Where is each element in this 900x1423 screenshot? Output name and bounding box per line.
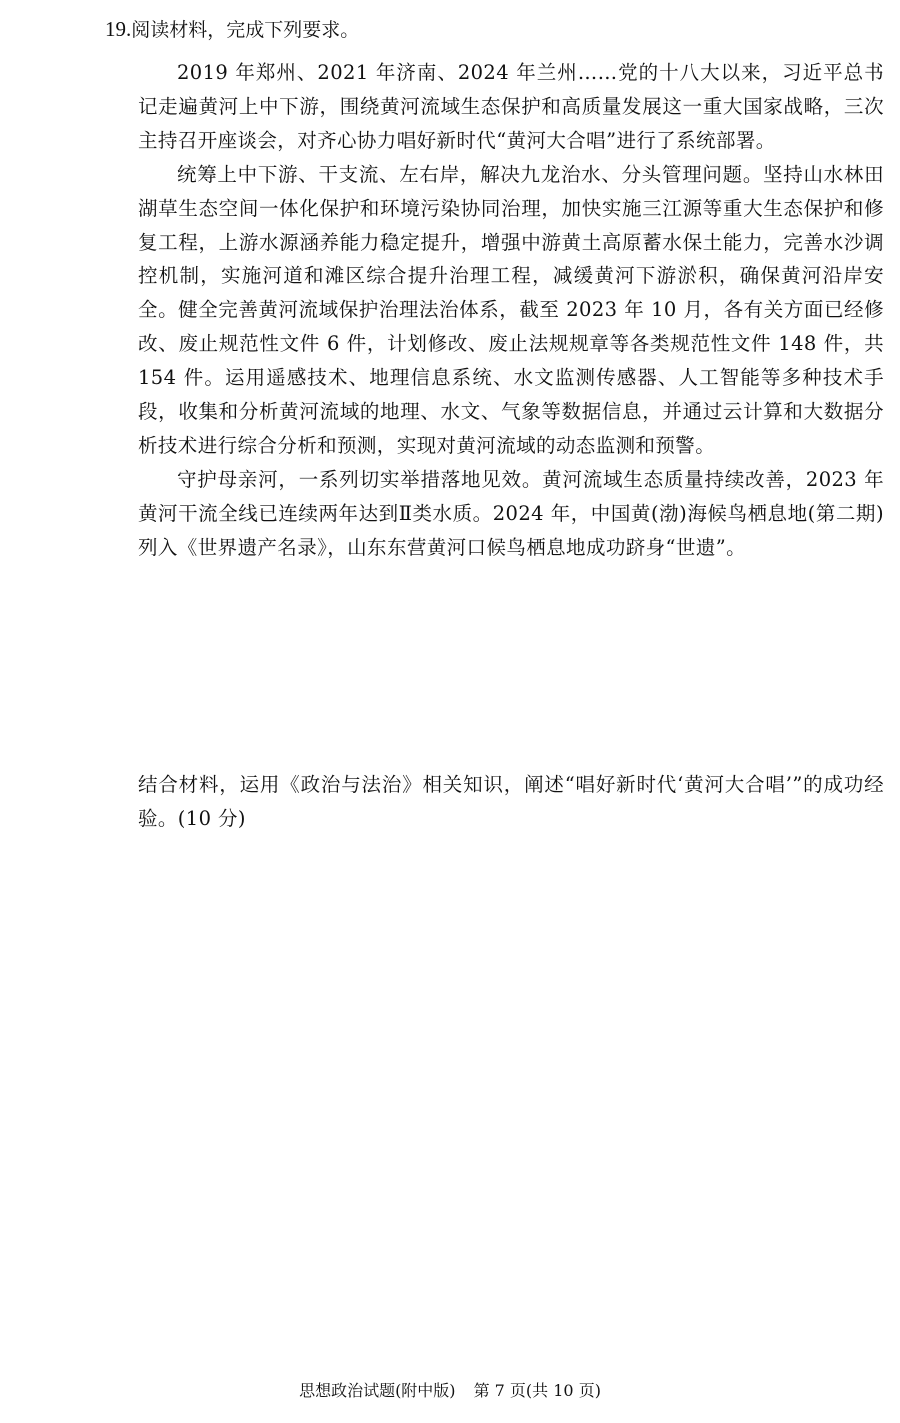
material-text	[138, 56, 884, 565]
page-footer	[0, 1380, 900, 1402]
question-heading: 阅读材料，完成下列要求。	[131, 19, 360, 41]
footer-page-number: 第 7 页(共 10 页)	[473, 1381, 601, 1400]
question-number: 19.	[105, 17, 132, 41]
footer-subject: 思想政治试题(附中版)	[299, 1381, 456, 1400]
material-paragraph-1: 2019 年郑州、2021 年济南、2024 年兰州……党的十八大以来，习近平总书记走遍黄河上中下游，围绕黄河流域生态保护和高质量发展这一重大国家战略，三次主持召开座谈会，对齐心协力唱好新时代“黄河大合唱”进行了系统部署。	[138, 61, 884, 152]
material-paragraph-3: 守护母亲河，一系列切实举措落地见效。黄河流域生态质量持续改善，2023 年黄河干流全线已连续两年达到Ⅱ类水质。2024 年，中国黄(渤)海候鸟栖息地(第二期)列入《世界遗产名录》，山东东营黄河口候鸟栖息地成功跻身“世遗”。	[138, 467, 884, 559]
question-task: 结合材料，运用《政治与法治》相关知识，阐述“唱好新时代‘黄河大合唱’”的成功经验。(10 分)	[138, 773, 884, 830]
material-paragraph-2: 统筹上中下游、干支流、左右岸，解决九龙治水、分头管理问题。坚持山水林田湖草生态空间一体化保护和环境污染协同治理，加快实施三江源等重大生态保护和修复工程，上游水源涵养能力稳定提升，增强中游黄土高原蓄水保土能力，完善水沙调控机制，实施河道和滩区综合提升治理工程，减缓黄河下游淤积，确保黄河沿岸安全。健全完善黄河流域保护治理法治体系，截至 2023 年 10 月，各有关方面已经修改、废止规范性文件 6 件，计划修改、废止法规规章等各类规范性文件 148 件，共 154 件。运用遥感技术、地理信息系统、水文监测传感器、人工智能等多种技术手段，收集和分析黄河流域的地理、水文、气象等数据信息，并通过云计算和大数据分析技术进行综合分析和预测，实现对黄河流域的动态监测和预警。	[138, 162, 884, 457]
question-header	[105, 12, 885, 47]
